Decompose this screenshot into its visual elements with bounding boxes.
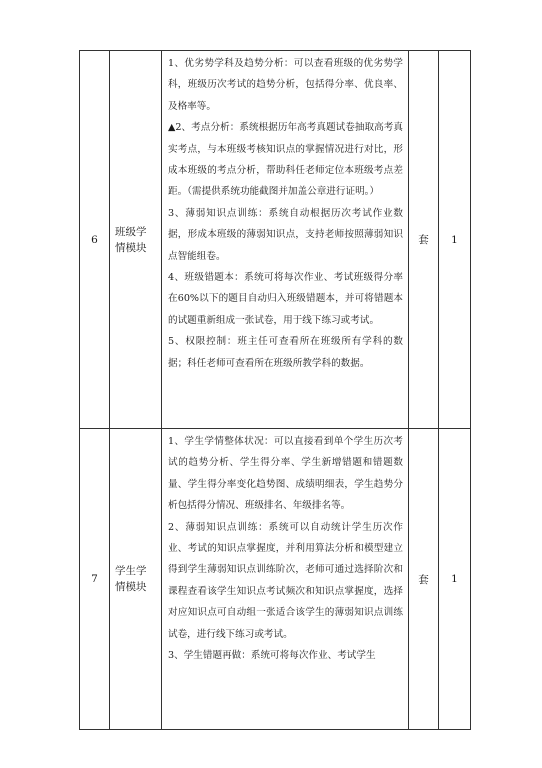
quantity-cell: 1 <box>439 51 471 429</box>
description-item: 5、权限控制：班主任可查看所在班级所有学科的数据；科任老师可查看所在班级所教学科的数据。 <box>168 336 403 369</box>
description-item: 3、学生错题再做：系统可将每次作业、考试学生 <box>168 650 376 662</box>
description-item: 1、学生学情整体状况：可以直接看到单个学生历次考试的趋势分析、学生得分率、学生新增错题和错题数量、学生得分率变化趋势图、成绩明细表，学生趋势分析包括得分情况、班级排名、年级排名等。 <box>168 436 403 512</box>
description-item: ▲2、考点分析：系统根据历年高考真题试卷抽取高考真实考点，与本班级考核知识点的掌握情况进行对比，形成本班级的考点分析，帮助科任老师定位本班级考点差距。（需提供系统功能截图并加盖公章进行证明。） <box>168 122 403 198</box>
module-name: 班级学情模块 <box>110 51 162 429</box>
description-item: 4、班级错题本：系统可将每次作业、考试班级得分率在60%以下的题目自动归入班级错题本，并可将错题本的试题重新组成一张试卷，用于线下练习或考试。 <box>168 272 403 326</box>
row-number: 7 <box>80 429 110 730</box>
table-row <box>80 51 471 429</box>
description-item: 3、薄弱知识点训练：系统自动根据历次考试作业数据，形成本班级的薄弱知识点，支持老师按照薄弱知识点智能组卷。 <box>168 207 403 262</box>
quantity-cell: 1 <box>439 429 471 730</box>
unit-cell: 套 <box>409 51 439 429</box>
description-item: 2、薄弱知识点训练：系统可以自动统计学生历次作业、考试的知识点掌握度，并利用算法分析和模型建立得到学生薄弱知识点训练阶次，老师可通过选择阶次和课程查看该学生知识点考试频次和知识点掌握度，选择对应知识点可自动组一张适合该学生的薄弱知识点训练试卷，进行线下练习或考试。 <box>168 521 403 640</box>
module-description <box>162 51 409 429</box>
row-number: 6 <box>80 51 110 429</box>
description-item: 1、优劣势学科及趋势分析：可以查看班级的优劣势学科，班级历次考试的趋势分析，包括得分率、优良率、及格率等。 <box>168 58 403 112</box>
spec-table <box>79 50 471 730</box>
table-row <box>80 429 471 730</box>
unit-cell: 套 <box>409 429 439 730</box>
description-clip <box>168 431 403 729</box>
module-name: 学生学情模块 <box>110 429 162 730</box>
module-description <box>162 429 409 730</box>
